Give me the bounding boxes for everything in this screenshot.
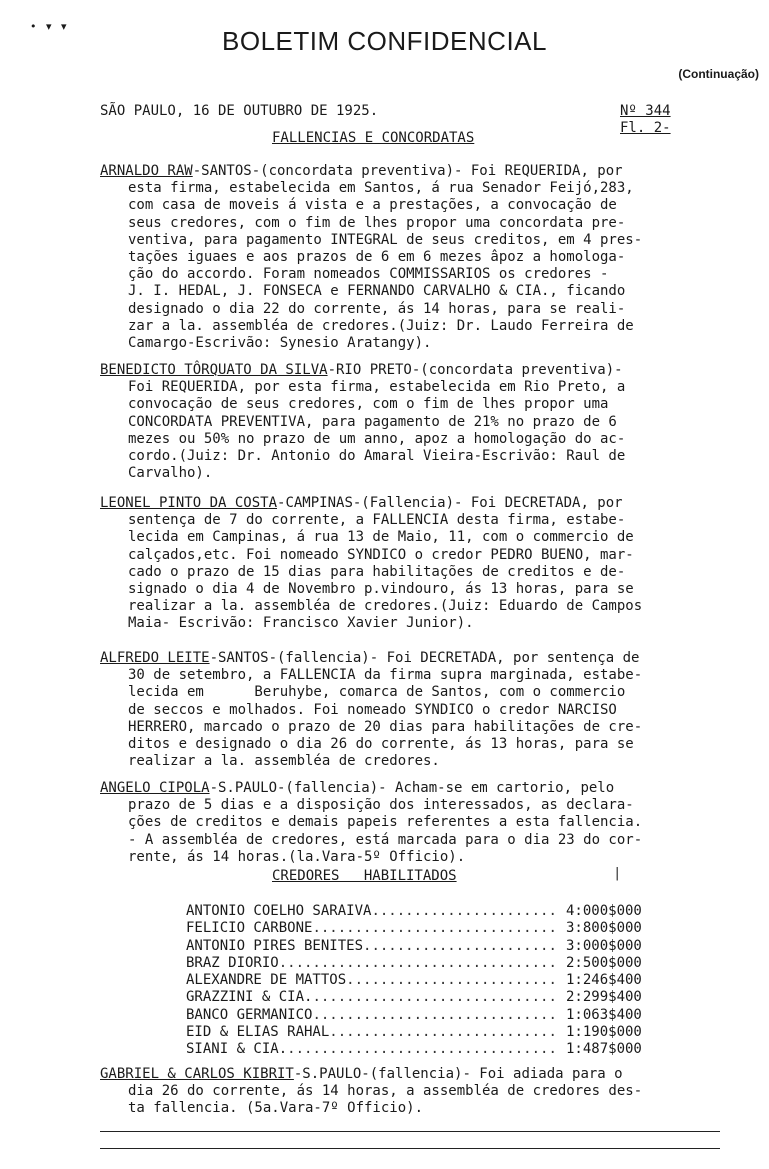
entry-line: seus credores, com o fim de lhes propor uma concordata pre- [128,214,626,231]
entry-line: J. I. HEDAL, J. FONSECA e FERNANDO CARVALHO & CIA., ficando [128,283,626,300]
entry-line: cordo.(Juiz: Dr. Antonio do Amaral Vieira-Escrivão: Raul de [128,448,626,465]
leader-dots [312,920,558,937]
entry-line: zar a la. assembléa de credores.(Juiz: Dr. Laudo Ferreira de [128,317,634,334]
entry-line: cado o prazo de 15 dias para habilitações de creditos e de- [128,563,626,580]
corner-mark: • ▾ ▾ [30,20,70,33]
leader-dots [371,903,558,920]
continuation-label: (Continuação) [678,67,759,81]
creditor-amount: 3:000$000 [566,937,642,954]
entry-line: designado o dia 22 do corrente, ás 14 horas, para se reali- [128,300,626,317]
creditor-name: GRAZZINI & CIA. [186,989,313,1006]
entry-name: BENEDICTO TÔRQUATO DA SILVA [100,362,328,378]
entry-line: mezes ou 50% no prazo de um anno, apoz a homologação do ac- [128,430,626,447]
dateline: SÃO PAULO, 16 DE OUTUBRO DE 1925. [100,103,379,119]
creditor-name: ANTONIO COELHO SARAIVA [186,903,372,919]
leader-dots [329,1024,558,1041]
creditor-amount: 1:190$000 [566,1024,642,1041]
creditor-amount: 3:800$000 [566,920,642,937]
creditor-amount: 1:063$400 [566,1006,642,1023]
creditor-row [186,1007,666,1024]
creditor-row [186,1041,666,1058]
entry-line: com casa de moveis á vista e a prestações, a convocação de [128,197,617,214]
creditor-name: BRAZ DIORIO [186,954,279,971]
entry-line: de seccos e molhados. Foi nomeado SYNDICO o credor NARCISO [128,701,617,718]
leader-dots [287,1041,558,1058]
bulletin-title: BOLETIM CONFIDENCIAL [222,26,547,56]
entry-arnaldo-raw [100,163,720,352]
creditor-row [186,955,666,972]
closing-rule [100,1148,720,1149]
entry-name: ANGELO CIPOLA [100,780,210,796]
entry-name: LEONEL PINTO DA COSTA [100,495,278,511]
entry-line: convocação de seus credores, com o fim de lhes propor uma [128,396,609,413]
creditors-title: CREDORES HABILITADOS [272,868,457,884]
entry-line: ta fallencia. (5a.Vara-7º Officio). [128,1100,424,1117]
entry-alfredo-leite [100,650,720,770]
creditor-name: ANTONIO PIRES BENITES [186,937,364,954]
leader-dots [312,989,558,1006]
entry-line: ditos e designado o dia 26 do corrente, ás 13 horas, para se [128,736,634,753]
entry-line: -SANTOS-(concordata preventiva)- Foi REQUERIDA, por [192,163,623,179]
creditor-amount: 2:500$000 [566,954,642,971]
entry-line: 30 de setembro, a FALLENCIA da firma supra marginada, estabe- [128,667,643,684]
creditor-row [186,903,666,920]
entry-gabriel-carlos-kibrit [100,1066,720,1118]
entry-benedicto-torquato [100,362,720,482]
entry-line: ção do accordo. Foram nomeados COMMISSARIOS os credores - [128,266,609,283]
entry-name: GABRIEL & CARLOS KIBRIT [100,1066,294,1082]
creditor-amount: 1:487$000 [566,1041,642,1058]
entry-line: ventiva, para pagamento INTEGRAL de seus creditos, em 4 pres- [128,231,643,248]
entry-line: signado o dia 4 de Novembro p.vindouro, ás 13 horas, para se [128,581,634,598]
entry-line: calçados,etc. Foi nomeado SYNDICO o credor PEDRO BUENO, mar- [128,546,634,563]
section-title: FALLENCIAS E CONCORDATAS [272,130,475,146]
creditor-amount: 1:246$400 [566,972,642,989]
entry-leonel-pinto [100,495,720,633]
entry-name: ARNALDO RAW [100,163,193,179]
creditor-row [186,938,666,955]
entry-line: esta firma, estabelecida em Santos, á rua Senador Feijó,283, [128,180,634,197]
entry-angelo-cipola [100,780,720,866]
creditor-row [186,920,666,937]
entry-line: -CAMPINAS-(Fallencia)- Foi DECRETADA, por [277,495,623,511]
leader-dots [346,972,558,989]
entry-line: Maia- Escrivão: Francisco Xavier Junior). [128,615,474,632]
entry-line: ções de creditos e demais papeis referentes a esta fallencia. [128,814,643,831]
issue-number-block [620,103,671,137]
entry-line: sentença de 7 do corrente, a FALLENCIA desta firma, estabe- [128,512,626,529]
creditor-row [186,989,666,1006]
margin-mark: | [615,866,620,881]
entry-line: -S.PAULO-(fallencia)- Acham-se em cartorio, pelo [209,780,615,796]
entry-line: realizar a la. assembléa de credores.(Juiz: Eduardo de Campos [128,598,643,615]
creditor-name: FELICIO CARBONE [186,920,313,937]
entry-line: - A assembléa de credores, está marcada para o dia 23 do cor- [128,831,643,848]
issue-number: Nº 344 [620,103,671,119]
creditor-amount: 4:000$000 [566,903,642,919]
entry-line: -S.PAULO-(fallencia)- Foi adiada para o [293,1066,623,1082]
entry-line: Camargo-Escrivão: Synesio Aratangy). [128,335,432,352]
entry-line: HERRERO, marcado o prazo de 20 dias para habilitações de cre- [128,718,643,735]
creditor-name: EID & ELIAS RAHAL [186,1024,330,1041]
leader-dots [312,1007,558,1024]
entry-line: lecida em Beruhybe, comarca de Santos, com o commercio [128,684,626,701]
creditors-list [186,903,666,1059]
creditor-row [186,1024,666,1041]
entry-line: Foi REQUERIDA, por esta firma, estabelecida em Rio Preto, a [128,379,626,396]
leader-dots [363,938,558,955]
creditor-name: ALEXANDRE DE MATTOS [186,972,347,989]
creditor-amount: 2:299$400 [566,989,642,1006]
creditor-row [186,972,666,989]
entry-line: prazo de 5 dias e a disposição dos interessados, as declara- [128,797,634,814]
entry-line: CONCORDATA PREVENTIVA, para pagamento de 21% no prazo de 6 [128,413,617,430]
entry-line: realizar a la. assembléa de credores. [128,753,440,770]
entry-line: rente, ás 14 horas.(la.Vara-5º Officio). [128,848,466,865]
creditor-name: SIANI & CIA. [186,1041,288,1058]
entry-line: -SANTOS-(fallencia)- Foi DECRETADA, por sentença de [209,650,640,666]
sheet-number: Fl. 2- [620,120,671,136]
entry-line: lecida em Campinas, á rua 13 de Maio, 11, com o commercio de [128,529,634,546]
closing-rule [100,1131,720,1132]
entry-line: Carvalho). [128,465,213,482]
entry-line: -RIO PRETO-(concordata preventiva)- [327,362,623,378]
leader-dots [279,955,558,972]
creditor-name: BANCO GERMANICO [186,1006,313,1023]
entry-line: tações iguaes e aos prazos de 6 em 6 mezes âpoz a homologa- [128,249,626,266]
entry-line: dia 26 do corrente, ás 14 horas, a assembléa de credores des- [128,1083,643,1100]
entry-name: ALFREDO LEITE [100,650,210,666]
